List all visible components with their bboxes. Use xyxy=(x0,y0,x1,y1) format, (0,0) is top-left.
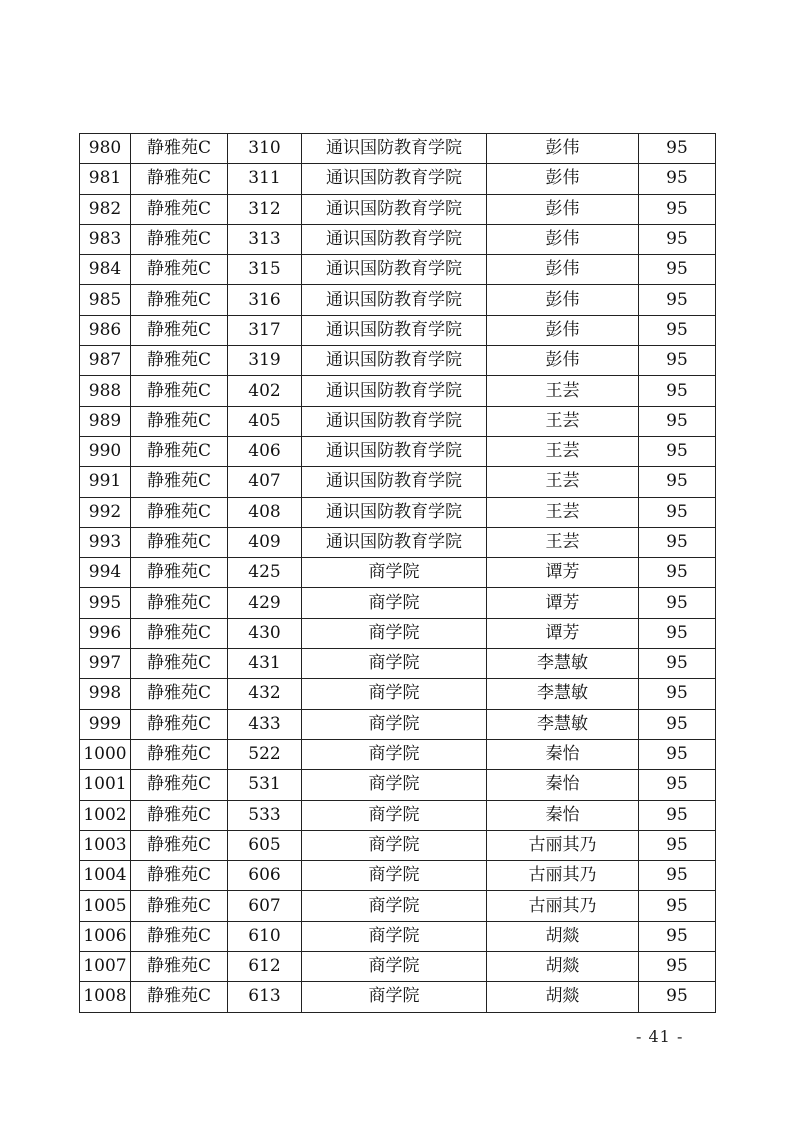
row-index-cell: 987 xyxy=(80,346,131,376)
room-cell: 313 xyxy=(228,224,302,254)
score-cell: 95 xyxy=(639,649,716,679)
room-cell: 612 xyxy=(228,952,302,982)
building-cell: 静雅苑C xyxy=(131,770,228,800)
row-index-cell: 1008 xyxy=(80,982,131,1012)
room-cell: 431 xyxy=(228,649,302,679)
row-index-cell: 983 xyxy=(80,224,131,254)
room-cell: 315 xyxy=(228,255,302,285)
building-cell: 静雅苑C xyxy=(131,558,228,588)
college-cell: 商学院 xyxy=(302,800,487,830)
row-index-cell: 982 xyxy=(80,194,131,224)
college-cell: 商学院 xyxy=(302,649,487,679)
row-index-cell: 981 xyxy=(80,164,131,194)
table-row xyxy=(80,497,716,527)
building-cell: 静雅苑C xyxy=(131,709,228,739)
room-cell: 402 xyxy=(228,376,302,406)
college-cell: 通识国防教育学院 xyxy=(302,194,487,224)
counselor-cell: 彭伟 xyxy=(487,315,639,345)
row-index-cell: 989 xyxy=(80,406,131,436)
building-cell: 静雅苑C xyxy=(131,861,228,891)
score-cell: 95 xyxy=(639,739,716,769)
counselor-cell: 王芸 xyxy=(487,376,639,406)
college-cell: 商学院 xyxy=(302,558,487,588)
room-cell: 533 xyxy=(228,800,302,830)
counselor-cell: 彭伟 xyxy=(487,164,639,194)
college-cell: 商学院 xyxy=(302,709,487,739)
row-index-cell: 996 xyxy=(80,618,131,648)
table-row xyxy=(80,739,716,769)
room-cell: 319 xyxy=(228,346,302,376)
counselor-cell: 李慧敏 xyxy=(487,679,639,709)
counselor-cell: 秦怡 xyxy=(487,800,639,830)
table-row xyxy=(80,588,716,618)
building-cell: 静雅苑C xyxy=(131,588,228,618)
table-row xyxy=(80,134,716,164)
room-cell: 522 xyxy=(228,739,302,769)
table-row xyxy=(80,618,716,648)
row-index-cell: 1006 xyxy=(80,921,131,951)
score-cell: 95 xyxy=(639,224,716,254)
college-cell: 通识国防教育学院 xyxy=(302,376,487,406)
building-cell: 静雅苑C xyxy=(131,497,228,527)
table-body xyxy=(80,134,716,1013)
room-cell: 531 xyxy=(228,770,302,800)
counselor-cell: 彭伟 xyxy=(487,224,639,254)
score-cell: 95 xyxy=(639,921,716,951)
score-cell: 95 xyxy=(639,891,716,921)
counselor-cell: 胡燚 xyxy=(487,921,639,951)
college-cell: 商学院 xyxy=(302,861,487,891)
table-row xyxy=(80,527,716,557)
score-cell: 95 xyxy=(639,497,716,527)
table-row xyxy=(80,800,716,830)
table-row xyxy=(80,376,716,406)
row-index-cell: 993 xyxy=(80,527,131,557)
college-cell: 通识国防教育学院 xyxy=(302,255,487,285)
score-cell: 95 xyxy=(639,194,716,224)
table-row xyxy=(80,952,716,982)
records-table xyxy=(79,133,716,1013)
counselor-cell: 王芸 xyxy=(487,406,639,436)
counselor-cell: 秦怡 xyxy=(487,739,639,769)
building-cell: 静雅苑C xyxy=(131,649,228,679)
row-index-cell: 990 xyxy=(80,436,131,466)
row-index-cell: 999 xyxy=(80,709,131,739)
counselor-cell: 彭伟 xyxy=(487,134,639,164)
table-row xyxy=(80,982,716,1012)
counselor-cell: 王芸 xyxy=(487,436,639,466)
score-cell: 95 xyxy=(639,285,716,315)
college-cell: 商学院 xyxy=(302,618,487,648)
college-cell: 商学院 xyxy=(302,982,487,1012)
table-row xyxy=(80,649,716,679)
table-row xyxy=(80,255,716,285)
college-cell: 商学院 xyxy=(302,830,487,860)
college-cell: 商学院 xyxy=(302,770,487,800)
building-cell: 静雅苑C xyxy=(131,134,228,164)
room-cell: 607 xyxy=(228,891,302,921)
college-cell: 通识国防教育学院 xyxy=(302,315,487,345)
counselor-cell: 古丽其乃 xyxy=(487,830,639,860)
building-cell: 静雅苑C xyxy=(131,982,228,1012)
building-cell: 静雅苑C xyxy=(131,436,228,466)
room-cell: 407 xyxy=(228,467,302,497)
room-cell: 405 xyxy=(228,406,302,436)
row-index-cell: 998 xyxy=(80,679,131,709)
building-cell: 静雅苑C xyxy=(131,467,228,497)
college-cell: 通识国防教育学院 xyxy=(302,406,487,436)
table-row xyxy=(80,436,716,466)
score-cell: 95 xyxy=(639,709,716,739)
counselor-cell: 彭伟 xyxy=(487,285,639,315)
score-cell: 95 xyxy=(639,558,716,588)
counselor-cell: 谭芳 xyxy=(487,558,639,588)
building-cell: 静雅苑C xyxy=(131,952,228,982)
counselor-cell: 王芸 xyxy=(487,527,639,557)
building-cell: 静雅苑C xyxy=(131,164,228,194)
college-cell: 商学院 xyxy=(302,891,487,921)
room-cell: 433 xyxy=(228,709,302,739)
room-cell: 606 xyxy=(228,861,302,891)
college-cell: 通识国防教育学院 xyxy=(302,164,487,194)
college-cell: 商学院 xyxy=(302,679,487,709)
building-cell: 静雅苑C xyxy=(131,376,228,406)
room-cell: 409 xyxy=(228,527,302,557)
building-cell: 静雅苑C xyxy=(131,830,228,860)
counselor-cell: 谭芳 xyxy=(487,618,639,648)
row-index-cell: 985 xyxy=(80,285,131,315)
building-cell: 静雅苑C xyxy=(131,739,228,769)
table-row xyxy=(80,558,716,588)
score-cell: 95 xyxy=(639,315,716,345)
counselor-cell: 彭伟 xyxy=(487,194,639,224)
building-cell: 静雅苑C xyxy=(131,921,228,951)
row-index-cell: 997 xyxy=(80,649,131,679)
room-cell: 613 xyxy=(228,982,302,1012)
score-cell: 95 xyxy=(639,134,716,164)
row-index-cell: 1004 xyxy=(80,861,131,891)
room-cell: 605 xyxy=(228,830,302,860)
score-cell: 95 xyxy=(639,255,716,285)
room-cell: 432 xyxy=(228,679,302,709)
college-cell: 商学院 xyxy=(302,921,487,951)
score-cell: 95 xyxy=(639,982,716,1012)
building-cell: 静雅苑C xyxy=(131,255,228,285)
score-cell: 95 xyxy=(639,618,716,648)
table-row xyxy=(80,224,716,254)
room-cell: 317 xyxy=(228,315,302,345)
college-cell: 商学院 xyxy=(302,952,487,982)
counselor-cell: 李慧敏 xyxy=(487,649,639,679)
table-row xyxy=(80,861,716,891)
room-cell: 311 xyxy=(228,164,302,194)
score-cell: 95 xyxy=(639,861,716,891)
table-row xyxy=(80,194,716,224)
score-cell: 95 xyxy=(639,406,716,436)
building-cell: 静雅苑C xyxy=(131,406,228,436)
building-cell: 静雅苑C xyxy=(131,346,228,376)
score-cell: 95 xyxy=(639,467,716,497)
room-cell: 316 xyxy=(228,285,302,315)
score-cell: 95 xyxy=(639,164,716,194)
college-cell: 通识国防教育学院 xyxy=(302,497,487,527)
building-cell: 静雅苑C xyxy=(131,194,228,224)
counselor-cell: 彭伟 xyxy=(487,255,639,285)
counselor-cell: 古丽其乃 xyxy=(487,861,639,891)
row-index-cell: 991 xyxy=(80,467,131,497)
room-cell: 312 xyxy=(228,194,302,224)
row-index-cell: 1003 xyxy=(80,830,131,860)
score-cell: 95 xyxy=(639,346,716,376)
row-index-cell: 1007 xyxy=(80,952,131,982)
room-cell: 429 xyxy=(228,588,302,618)
score-cell: 95 xyxy=(639,376,716,406)
table-row xyxy=(80,830,716,860)
row-index-cell: 984 xyxy=(80,255,131,285)
room-cell: 430 xyxy=(228,618,302,648)
row-index-cell: 995 xyxy=(80,588,131,618)
score-cell: 95 xyxy=(639,679,716,709)
page-number: - 41 - xyxy=(636,1027,684,1046)
row-index-cell: 1000 xyxy=(80,739,131,769)
row-index-cell: 988 xyxy=(80,376,131,406)
table-row xyxy=(80,770,716,800)
building-cell: 静雅苑C xyxy=(131,800,228,830)
counselor-cell: 王芸 xyxy=(487,497,639,527)
building-cell: 静雅苑C xyxy=(131,224,228,254)
room-cell: 610 xyxy=(228,921,302,951)
room-cell: 310 xyxy=(228,134,302,164)
table-row xyxy=(80,921,716,951)
building-cell: 静雅苑C xyxy=(131,285,228,315)
table-row xyxy=(80,315,716,345)
room-cell: 406 xyxy=(228,436,302,466)
building-cell: 静雅苑C xyxy=(131,679,228,709)
building-cell: 静雅苑C xyxy=(131,527,228,557)
college-cell: 商学院 xyxy=(302,588,487,618)
building-cell: 静雅苑C xyxy=(131,315,228,345)
row-index-cell: 980 xyxy=(80,134,131,164)
score-cell: 95 xyxy=(639,588,716,618)
college-cell: 通识国防教育学院 xyxy=(302,436,487,466)
row-index-cell: 994 xyxy=(80,558,131,588)
college-cell: 通识国防教育学院 xyxy=(302,285,487,315)
score-cell: 95 xyxy=(639,800,716,830)
table-row xyxy=(80,285,716,315)
counselor-cell: 彭伟 xyxy=(487,346,639,376)
counselor-cell: 古丽其乃 xyxy=(487,891,639,921)
row-index-cell: 992 xyxy=(80,497,131,527)
table-row xyxy=(80,709,716,739)
score-cell: 95 xyxy=(639,436,716,466)
counselor-cell: 秦怡 xyxy=(487,770,639,800)
row-index-cell: 1002 xyxy=(80,800,131,830)
counselor-cell: 王芸 xyxy=(487,467,639,497)
room-cell: 408 xyxy=(228,497,302,527)
college-cell: 通识国防教育学院 xyxy=(302,467,487,497)
counselor-cell: 李慧敏 xyxy=(487,709,639,739)
row-index-cell: 1005 xyxy=(80,891,131,921)
table-row xyxy=(80,679,716,709)
table-row xyxy=(80,891,716,921)
counselor-cell: 胡燚 xyxy=(487,982,639,1012)
row-index-cell: 986 xyxy=(80,315,131,345)
counselor-cell: 胡燚 xyxy=(487,952,639,982)
college-cell: 通识国防教育学院 xyxy=(302,224,487,254)
room-cell: 425 xyxy=(228,558,302,588)
building-cell: 静雅苑C xyxy=(131,891,228,921)
score-cell: 95 xyxy=(639,830,716,860)
score-cell: 95 xyxy=(639,952,716,982)
table-row xyxy=(80,346,716,376)
counselor-cell: 谭芳 xyxy=(487,588,639,618)
building-cell: 静雅苑C xyxy=(131,618,228,648)
college-cell: 通识国防教育学院 xyxy=(302,134,487,164)
college-cell: 通识国防教育学院 xyxy=(302,527,487,557)
score-cell: 95 xyxy=(639,770,716,800)
row-index-cell: 1001 xyxy=(80,770,131,800)
table-row xyxy=(80,406,716,436)
table-row xyxy=(80,164,716,194)
table-row xyxy=(80,467,716,497)
college-cell: 通识国防教育学院 xyxy=(302,346,487,376)
score-cell: 95 xyxy=(639,527,716,557)
college-cell: 商学院 xyxy=(302,739,487,769)
